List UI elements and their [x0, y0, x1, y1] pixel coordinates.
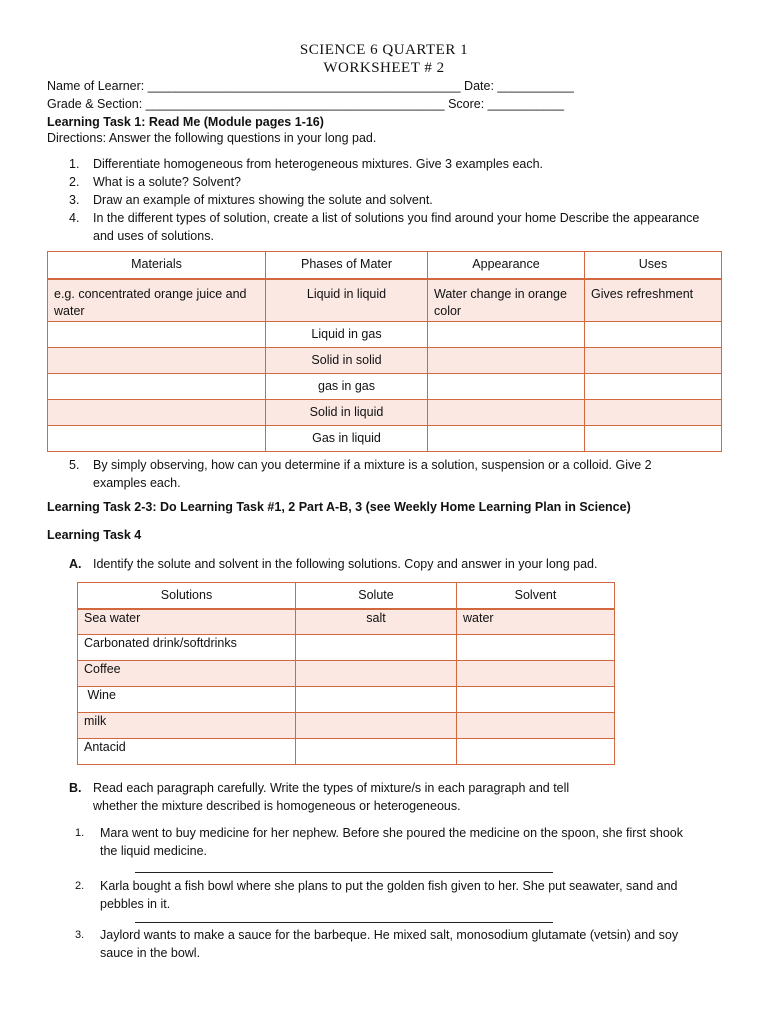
name-date-field: Name of Learner: _____________________________________________ Date: ___________	[47, 79, 574, 93]
task4-part-b	[47, 779, 607, 815]
question-item: 5. By simply observing, how can you determine if a mixture is a solution, suspension or a colloid. Give 2 examples each.	[69, 458, 652, 490]
table-cell	[457, 739, 615, 765]
table-row	[78, 687, 615, 713]
column-header: Phases of Mater	[266, 252, 428, 279]
part-b-instructions: Read each paragraph carefully. Write the types of mixture/s in each paragraph and tell whether the mixture described is homogeneous or heterogeneous.	[93, 781, 570, 813]
table-cell: e.g. concentrated orange juice and water	[48, 279, 266, 322]
task1-title: Learning Task 1: Read Me (Module pages 1-16)	[47, 115, 324, 129]
table-row	[78, 635, 615, 661]
answer-line	[135, 872, 553, 873]
table-cell: Sea water	[78, 609, 296, 635]
solute-solvent-table	[77, 582, 615, 765]
table-cell: Water change in orange color	[428, 279, 585, 322]
table-row	[48, 322, 722, 348]
table-cell	[296, 713, 457, 739]
table-cell: milk	[78, 713, 296, 739]
table-row	[48, 426, 722, 452]
table-cell: Solid in solid	[266, 348, 428, 374]
table-cell: gas in gas	[266, 374, 428, 400]
paragraph-item: 1. Mara went to buy medicine for her nephew. Before she poured the medicine on the spoon, she first shook the liquid medicine.	[75, 826, 683, 858]
part-a-instructions: Identify the solute and solvent in the following solutions. Copy and answer in your long pad.	[93, 557, 598, 571]
task4-title: Learning Task 4	[47, 528, 142, 542]
task1-question-5	[47, 456, 707, 492]
column-header: Uses	[585, 252, 722, 279]
task1-directions: Directions: Answer the following questions in your long pad.	[47, 131, 377, 145]
table-cell: Gives refreshment	[585, 279, 722, 322]
question-item: 1. Differentiate homogeneous from heterogeneous mixtures. Give 3 examples each.	[69, 157, 544, 171]
column-header: Materials	[48, 252, 266, 279]
table-row	[78, 661, 615, 687]
question-item: 2. What is a solute? Solvent?	[69, 175, 241, 189]
table-cell	[457, 661, 615, 687]
table-cell: Coffee	[78, 661, 296, 687]
table-row	[48, 348, 722, 374]
table-cell: Antacid	[78, 739, 296, 765]
table-cell	[296, 687, 457, 713]
table-cell	[585, 400, 722, 426]
task1-question-list	[47, 155, 707, 245]
worksheet-subtitle: WORKSHEET # 2	[323, 60, 445, 76]
table-cell	[457, 687, 615, 713]
table-cell	[48, 322, 266, 348]
grade-score-field: Grade & Section: ___________________________________________ Score: ___________	[47, 97, 565, 111]
table-cell	[48, 374, 266, 400]
table-cell	[585, 426, 722, 452]
table-cell: Wine	[78, 687, 296, 713]
task4-part-a	[47, 555, 707, 573]
worksheet-title: SCIENCE 6 QUARTER 1	[299, 42, 469, 58]
table-cell	[296, 739, 457, 765]
table-cell	[48, 426, 266, 452]
table-row	[78, 713, 615, 739]
table-cell	[428, 426, 585, 452]
table-cell: salt	[296, 609, 457, 635]
table-cell	[48, 348, 266, 374]
table-cell	[296, 661, 457, 687]
table-row	[78, 609, 615, 635]
table-cell	[428, 374, 585, 400]
table-cell	[428, 400, 585, 426]
task23-title: Learning Task 2-3: Do Learning Task #1, 2 Part A-B, 3 (see Weekly Home Learning Plan in Science)	[47, 500, 631, 514]
table-cell: Gas in liquid	[266, 426, 428, 452]
table-cell	[296, 635, 457, 661]
question-item: 4. In the different types of solution, create a list of solutions you find around your home Describe the appearance and uses of solutions.	[69, 211, 700, 243]
table-row	[48, 374, 722, 400]
column-header: Appearance	[428, 252, 585, 279]
table-cell	[585, 374, 722, 400]
part-a-label: A.	[69, 557, 82, 571]
column-header: Solutions	[78, 583, 296, 609]
table-cell	[585, 348, 722, 374]
table-row	[48, 400, 722, 426]
part-b-label: B.	[69, 781, 82, 795]
table-cell: Liquid in gas	[266, 322, 428, 348]
paragraph-item: 3. Jaylord wants to make a sauce for the barbeque. He mixed salt, monosodium glutamate (vetsin) and soy sauce in the bowl.	[75, 928, 679, 960]
table-cell	[428, 348, 585, 374]
table-cell: Liquid in liquid	[266, 279, 428, 322]
column-header: Solute	[296, 583, 457, 609]
table-cell	[428, 322, 585, 348]
table-cell: water	[457, 609, 615, 635]
table-cell	[457, 713, 615, 739]
table-cell	[48, 400, 266, 426]
table-cell: Solid in liquid	[266, 400, 428, 426]
table-cell: Carbonated drink/softdrinks	[78, 635, 296, 661]
table-row	[48, 279, 722, 322]
question-item: 3. Draw an example of mixtures showing the solute and solvent.	[69, 193, 433, 207]
table-cell	[585, 322, 722, 348]
column-header: Solvent	[457, 583, 615, 609]
paragraph-item: 2. Karla bought a fish bowl where she plans to put the golden fish given to her. She put seawater, sand and pebbles in it.	[75, 879, 678, 911]
solutions-table	[47, 251, 722, 452]
table-row	[78, 739, 615, 765]
table-cell	[457, 635, 615, 661]
answer-line	[135, 922, 553, 923]
